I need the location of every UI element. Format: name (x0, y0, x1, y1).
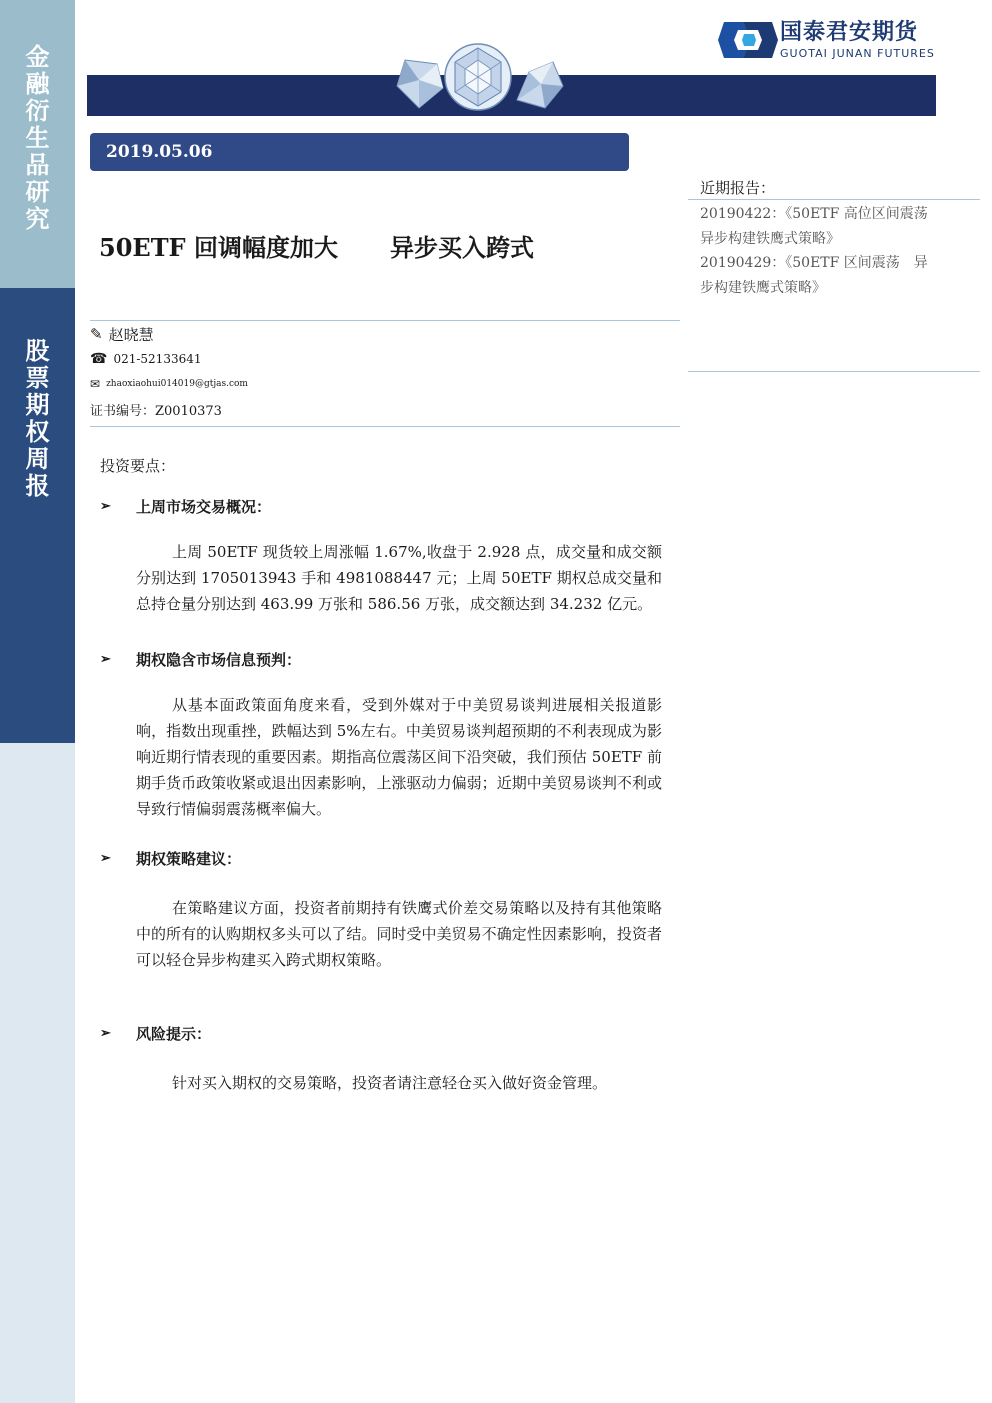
report-body (100, 455, 662, 1096)
recent-reports-heading: 近期报告： (700, 179, 776, 197)
section-paragraph: 针对买入期权的交易策略，投资者请注意轻仓买入做好资金管理。 (172, 1074, 608, 1092)
author-name: 赵晓慧 (108, 325, 154, 344)
email-icon: ✉ (90, 377, 101, 391)
sidebar-bottom-band (0, 743, 75, 1403)
author-email-row (90, 377, 248, 391)
report-date: 2019.05.06 (106, 142, 213, 162)
section-heading-text: 上周市场交易概况： (136, 498, 272, 516)
section-heading-text: 期权隐含市场信息预判： (136, 651, 302, 669)
recent-report-item: 20190429：《50ETF 区间震荡 异步构建铁鹰式策略》 (700, 255, 928, 296)
section-paragraph: 在策略建议方面，投资者前期持有铁鹰式价差交易策略以及持有其他策略中的所有的认购期权多头可以了结。同时受中美贸易不确定性因素影响，投资者可以轻仓异步构建买入跨式期权策略。 (136, 899, 662, 969)
arrow-bullet-icon: ➢ (100, 499, 111, 514)
diamond-left-icon (395, 58, 445, 110)
author-block (90, 322, 248, 419)
arrow-bullet-icon: ➢ (100, 851, 111, 866)
title-part-1: 50ETF 回调幅度加大 (99, 233, 338, 262)
pen-icon: ✎ (90, 325, 103, 343)
author-phone: 021-52133641 (113, 352, 202, 366)
section-heading (100, 649, 662, 670)
divider (688, 371, 980, 372)
section-heading-text: 期权策略建议： (136, 850, 242, 868)
company-logo (716, 20, 935, 60)
logo-english-name: GUOTAI JUNAN FUTURES (780, 46, 935, 60)
diamond-right-icon (515, 60, 565, 110)
author-phone-row (90, 351, 248, 367)
report-date-bar (90, 133, 629, 171)
section-heading-text: 风险提示： (136, 1025, 212, 1043)
section-heading (100, 1023, 662, 1044)
section-heading (100, 496, 662, 517)
section-heading (100, 848, 662, 869)
arrow-bullet-icon: ➢ (100, 652, 111, 667)
author-name-row (90, 322, 248, 346)
title-part-2: 异步买入跨式 (389, 233, 534, 262)
recent-report-item: 20190422：《50ETF 高位区间震荡 异步构建铁鹰式策略》 (700, 206, 942, 247)
key-points-label: 投资要点： (100, 457, 176, 475)
arrow-bullet-icon: ➢ (100, 1026, 111, 1041)
author-certificate: 证书编号：Z0010373 (90, 404, 222, 419)
logo-mark-icon (716, 20, 780, 60)
sidebar-report-type: 股 票 期 权 周 报 (25, 337, 50, 500)
divider (90, 426, 680, 427)
report-title (99, 228, 534, 263)
divider (90, 320, 680, 321)
diamond-center-icon (443, 42, 513, 112)
section-paragraph: 从基本面政策面角度来看，受到外媒对于中美贸易谈判进展相关报道影响，指数出现重挫，跌幅达到 5%左右。中美贸易谈判超预期的不利表现成为影响近期行情表现的重要因素。期指高位震荡区间下沿突破，我们预估 50ETF 前期手货币政策收紧或退出因素影响，上涨驱动力偏弱；近期中美贸易谈判不利或导致行情偏弱震荡概率偏大。 (136, 696, 662, 818)
author-email: zhaoxiaohui014019@gtjas.com (106, 379, 248, 389)
author-certificate-row (90, 400, 248, 419)
sidebar-category: 金 融 衍 生 品 研 究 (25, 43, 50, 233)
divider (688, 199, 980, 200)
section-paragraph: 上周 50ETF 现货较上周涨幅 1.67%,收盘于 2.928 点，成交量和成交额分别达到 1705013943 手和 4981088447 元；上周 50ETF 期权总成交量和总持仓量分别达到 463.99 万张和 586.56 万张，成交额达到 34.232 亿元。 (136, 543, 662, 613)
recent-reports-list (700, 202, 940, 300)
logo-chinese-name: 国泰君安期货 (780, 19, 919, 45)
phone-icon: ☎ (90, 351, 108, 367)
